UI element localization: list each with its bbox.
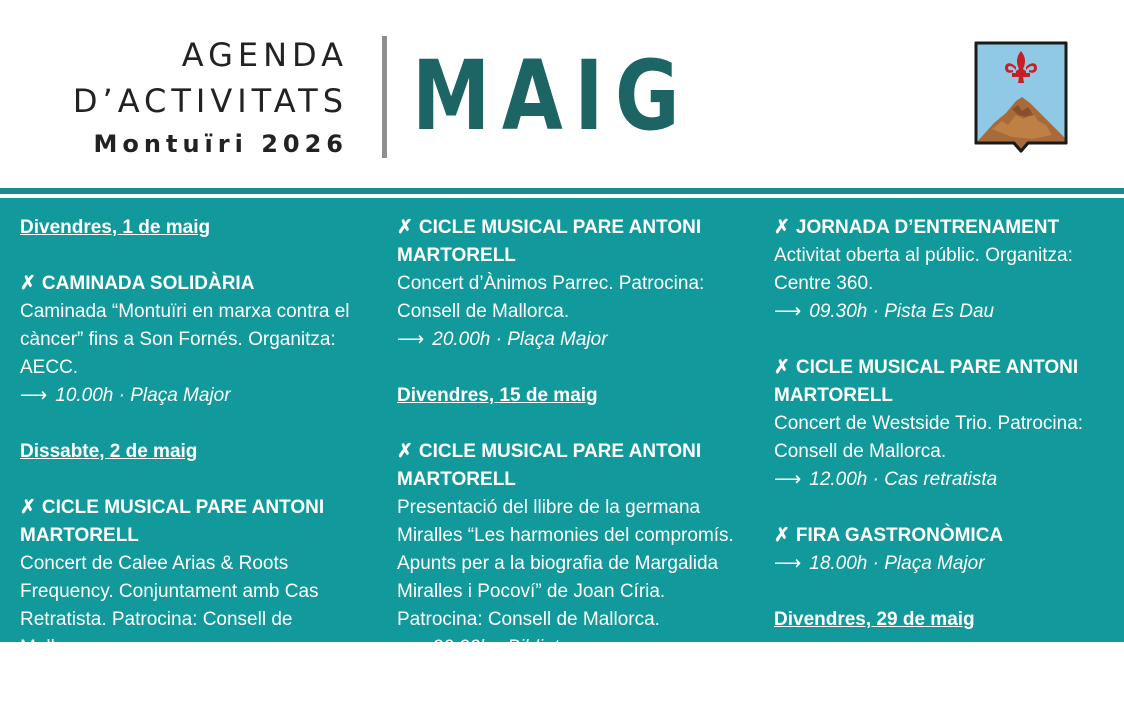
event-description: Concert de Calee Arias & Roots Frequency. Conjuntament amb Cas Retratista. Patrocina: Consell de Mallorca. — [20, 553, 319, 658]
cross-bullet-icon: ✗ — [20, 497, 36, 518]
event-item — [397, 438, 737, 662]
event-time-place — [20, 662, 360, 690]
event-time-place-text: 18.00h · Plaça Major — [809, 553, 985, 574]
agenda-title-line1: AGENDA — [181, 36, 348, 74]
cross-bullet-icon: ✗ — [397, 441, 413, 462]
cross-bullet-icon: ✗ — [774, 217, 790, 238]
event-item — [774, 522, 1110, 578]
event-title-text: CICLE MUSICAL PARE ANTONI MARTORELL — [397, 441, 702, 490]
event-time-place-text: 20.00h · Plaça Major — [432, 329, 608, 350]
event-description: Concert d’Ànimos Parrec. Patrocina: Consell de Mallorca. — [397, 273, 705, 322]
event-title — [397, 438, 737, 494]
event-title — [397, 214, 737, 270]
event-time-place-text: 20.00h · Placeta del molí d'en Nofre — [55, 665, 358, 686]
arrow-right-icon: ⟶ — [397, 637, 425, 658]
event-title-text: CICLE MUSICAL PARE ANTONI MARTORELL — [774, 357, 1079, 406]
event-title — [774, 522, 1110, 550]
arrow-right-icon: ⟶ — [774, 301, 802, 322]
event-time-place-text: 10.00h · Plaça Major — [55, 385, 231, 406]
event-description: Presentació del llibre de la germana Miralles “Les harmonies del compromís. Apunts per a la biografia de Margalida Miralles i Pocoví” de Joan Círia. Patrocina: Consell de Mallorca. — [397, 497, 734, 630]
agenda-title-block — [73, 32, 348, 162]
event-title — [20, 270, 360, 298]
event-time-place — [774, 298, 1110, 326]
arrow-right-icon: ⟶ — [397, 329, 425, 350]
event-time-place-text: 09.30h · Pista Es Dau — [809, 301, 995, 322]
event-time-place — [397, 326, 737, 354]
event-time-place-text: 12.00h · Cas retratista — [809, 469, 998, 490]
agenda-title-line2: D’ACTIVITATS — [72, 82, 348, 120]
event-title — [774, 354, 1110, 410]
agenda-column-2 — [397, 214, 737, 690]
event-item — [20, 270, 360, 410]
day-heading: Divendres, 15 de maig — [397, 385, 598, 406]
city-year: Montuïri 2026 — [93, 130, 348, 158]
event-time-place — [774, 466, 1110, 494]
event-title-text: CICLE MUSICAL PARE ANTONI MARTORELL — [20, 497, 325, 546]
event-title-text: FIRA GASTRONÒMICA — [795, 525, 1004, 546]
event-description: Caminada “Montuïri en marxa contra el càncer” fins a Son Fornés. Organitza: AECC. — [20, 301, 350, 378]
month-title: MAIG — [412, 40, 692, 152]
event-title-text: CICLE MUSICAL PARE ANTONI MARTORELL — [397, 217, 702, 266]
event-time-place — [397, 634, 737, 662]
event-time-place — [20, 382, 360, 410]
coat-of-arms-icon — [972, 39, 1070, 155]
event-description: Concert de Westside Trio. Patrocina: Consell de Mallorca. — [774, 413, 1084, 462]
arrow-right-icon: ⟶ — [774, 553, 802, 574]
event-item — [20, 494, 360, 690]
agenda-column-3 — [774, 214, 1110, 662]
event-title — [20, 494, 360, 550]
day-heading: Dissabte, 2 de maig — [20, 441, 198, 462]
day-heading: Divendres, 29 de maig — [774, 609, 975, 630]
event-item — [774, 354, 1110, 494]
cross-bullet-icon: ✗ — [20, 273, 36, 294]
event-item — [397, 214, 737, 354]
day-heading: Divendres, 1 de maig — [20, 217, 211, 238]
agenda-column-1 — [20, 214, 360, 718]
cross-bullet-icon: ✗ — [397, 217, 413, 238]
event-item — [774, 214, 1110, 326]
event-title — [774, 214, 1110, 242]
event-time-place — [774, 550, 1110, 578]
event-description: Activitat oberta al públic. Organitza: Centre 360. — [774, 245, 1073, 294]
event-title-text: JORNADA D’ENTRENAMENT — [795, 217, 1060, 238]
header — [0, 0, 1124, 188]
header-divider — [382, 36, 387, 158]
cross-bullet-icon: ✗ — [774, 525, 790, 546]
arrow-right-icon: ⟶ — [20, 665, 48, 686]
agenda-panel — [0, 198, 1124, 686]
event-time-place-text: 20.00h · Biblioteca — [432, 637, 590, 658]
event-title-text: CAMINADA SOLIDÀRIA — [41, 273, 255, 294]
cross-bullet-icon: ✗ — [774, 357, 790, 378]
arrow-right-icon: ⟶ — [20, 385, 48, 406]
arrow-right-icon: ⟶ — [774, 469, 802, 490]
